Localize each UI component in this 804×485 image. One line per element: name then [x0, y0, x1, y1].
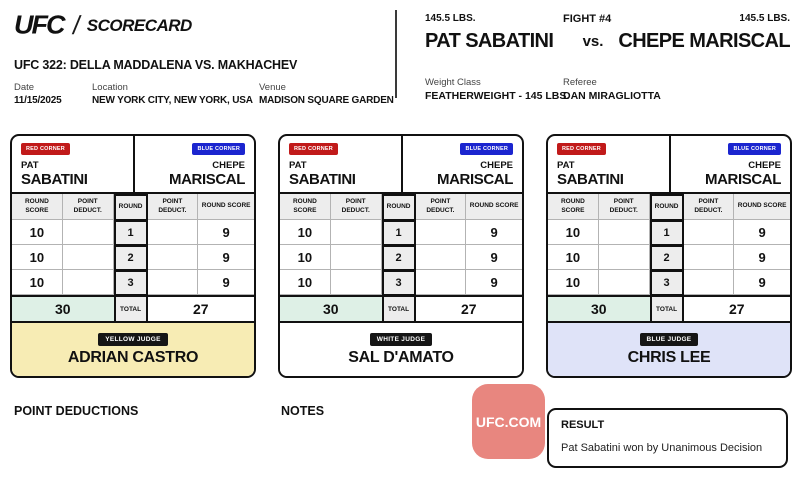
col-header-round-score-blue: ROUND SCORE [466, 194, 522, 220]
round2-blue-score: 9 [734, 245, 790, 270]
blue-fighter-name: CHEPE MARISCAL [618, 30, 790, 52]
judge-card-adrian-castro [10, 134, 256, 378]
red-fighter-first-name: PAT [557, 160, 575, 171]
round2-blue-deduct [684, 245, 735, 270]
round2-blue-deduct [416, 245, 467, 270]
names-divider [669, 136, 671, 192]
round1-blue-deduct [684, 220, 735, 245]
round2-red-deduct [331, 245, 382, 270]
round2-blue-score: 9 [198, 245, 254, 270]
judge-name: CHRIS LEE [627, 348, 711, 366]
judge-footer [12, 321, 254, 376]
fighter-names-section [12, 136, 254, 194]
col-header-point-deduct-blue: POINT DEDUCT. [148, 194, 199, 220]
location-value: NEW YORK CITY, NEW YORK, USA [92, 95, 253, 106]
round3-red-score: 10 [12, 270, 63, 295]
round1-number: 1 [650, 220, 684, 245]
blue-fighter-first-name: CHEPE [480, 160, 513, 171]
blue-total-score: 27 [416, 295, 522, 321]
blue-corner-badge: BLUE CORNER [728, 143, 781, 155]
round1-blue-score: 9 [734, 220, 790, 245]
round1-red-deduct [331, 220, 382, 245]
round3-blue-score: 9 [198, 270, 254, 295]
scorecard-wordmark: SCORECARD [86, 15, 192, 35]
round2-red-deduct [599, 245, 650, 270]
red-total-score: 30 [548, 295, 650, 321]
event-venue [259, 82, 394, 106]
score-table [548, 194, 790, 321]
col-header-point-deduct-blue: POINT DEDUCT. [416, 194, 467, 220]
ufc-com-stamp: UFC.COM [472, 384, 545, 459]
round2-red-deduct [63, 245, 114, 270]
round2-red-score: 10 [548, 245, 599, 270]
round3-blue-score: 9 [734, 270, 790, 295]
names-divider [133, 136, 135, 192]
round3-blue-deduct [416, 270, 467, 295]
judge-type-badge: BLUE JUDGE [640, 333, 699, 346]
round3-red-deduct [599, 270, 650, 295]
blue-total-score: 27 [148, 295, 254, 321]
red-corner-badge: RED CORNER [557, 143, 606, 155]
round1-red-deduct [599, 220, 650, 245]
col-header-point-deduct-red: POINT DEDUCT. [599, 194, 650, 220]
round1-number: 1 [114, 220, 148, 245]
round2-number: 2 [650, 245, 684, 270]
blue-fighter-last-name: MARISCAL [437, 171, 513, 188]
blue-fighter-weight: 145.5 LBS. [739, 13, 790, 24]
red-corner-badge: RED CORNER [21, 143, 70, 155]
round1-red-deduct [63, 220, 114, 245]
round2-blue-score: 9 [466, 245, 522, 270]
round3-red-score: 10 [280, 270, 331, 295]
header-vertical-divider [395, 10, 397, 98]
judge-footer [280, 321, 522, 376]
judge-card-sal-damato [278, 134, 524, 378]
event-title: UFC 322: DELLA MADDALENA VS. MAKHACHEV [14, 58, 298, 72]
round3-blue-deduct [148, 270, 199, 295]
blue-total-score: 27 [684, 295, 790, 321]
round1-red-score: 10 [548, 220, 599, 245]
score-table [12, 194, 254, 321]
col-header-round-score-red: ROUND SCORE [548, 194, 599, 220]
weight-class-label: Weight Class [425, 77, 481, 88]
blue-corner-badge: BLUE CORNER [460, 143, 513, 155]
names-divider [401, 136, 403, 192]
result-label: RESULT [561, 419, 605, 431]
total-label: TOTAL [114, 295, 148, 321]
round2-number: 2 [114, 245, 148, 270]
fighter-names-section [548, 136, 790, 194]
round1-red-score: 10 [280, 220, 331, 245]
logo-slash-divider: / [70, 10, 82, 40]
round1-blue-score: 9 [466, 220, 522, 245]
judge-name: SAL D'AMATO [348, 348, 454, 366]
red-fighter-weight: 145.5 LBS. [425, 13, 476, 24]
col-header-round: ROUND [382, 194, 416, 220]
red-corner-badge: RED CORNER [289, 143, 338, 155]
total-label: TOTAL [650, 295, 684, 321]
blue-fighter-last-name: MARISCAL [705, 171, 781, 188]
judge-type-badge: YELLOW JUDGE [98, 333, 168, 346]
round2-red-score: 10 [280, 245, 331, 270]
round3-number: 3 [382, 270, 416, 295]
col-header-point-deduct-red: POINT DEDUCT. [331, 194, 382, 220]
red-fighter-first-name: PAT [289, 160, 307, 171]
round1-blue-deduct [148, 220, 199, 245]
vs-label: vs. [582, 33, 604, 50]
judge-name: ADRIAN CASTRO [67, 348, 199, 366]
round3-red-score: 10 [548, 270, 599, 295]
col-header-round: ROUND [650, 194, 684, 220]
event-date [14, 82, 62, 106]
round3-blue-deduct [684, 270, 735, 295]
fighter-names-section [280, 136, 522, 194]
round3-number: 3 [114, 270, 148, 295]
event-location [92, 82, 253, 106]
red-total-score: 30 [12, 295, 114, 321]
col-header-round-score-blue: ROUND SCORE [734, 194, 790, 220]
blue-fighter-first-name: CHEPE [748, 160, 781, 171]
red-fighter-last-name: SABATINI [289, 171, 356, 188]
red-fighter-first-name: PAT [21, 160, 39, 171]
round1-number: 1 [382, 220, 416, 245]
round2-number: 2 [382, 245, 416, 270]
referee-label: Referee [563, 77, 597, 88]
round1-red-score: 10 [12, 220, 63, 245]
date-label: Date [14, 82, 35, 93]
round3-red-deduct [331, 270, 382, 295]
col-header-round: ROUND [114, 194, 148, 220]
round2-red-score: 10 [12, 245, 63, 270]
blue-fighter-first-name: CHEPE [212, 160, 245, 171]
result-box [547, 408, 788, 468]
col-header-point-deduct-blue: POINT DEDUCT. [684, 194, 735, 220]
red-fighter-last-name: SABATINI [21, 171, 88, 188]
date-value: 11/15/2025 [14, 95, 62, 106]
judge-card-chris-lee [546, 134, 792, 378]
judge-cards-row [10, 134, 792, 378]
col-header-round-score-red: ROUND SCORE [280, 194, 331, 220]
fight-number: FIGHT #4 [563, 13, 612, 25]
judge-type-badge: WHITE JUDGE [370, 333, 432, 346]
ufc-logo: UFC [14, 10, 64, 40]
judge-footer [548, 321, 790, 376]
col-header-round-score-red: ROUND SCORE [12, 194, 63, 220]
ufc-scorecard-logo [14, 10, 192, 41]
red-fighter-name: PAT SABATINI [425, 30, 554, 52]
round3-red-deduct [63, 270, 114, 295]
col-header-round-score-blue: ROUND SCORE [198, 194, 254, 220]
weight-class-value: FEATHERWEIGHT - 145 LBS. [425, 90, 570, 102]
round2-blue-deduct [148, 245, 199, 270]
round1-blue-score: 9 [198, 220, 254, 245]
result-text: Pat Sabatini won by Unanimous Decision [561, 442, 763, 454]
blue-fighter-last-name: MARISCAL [169, 171, 245, 188]
red-total-score: 30 [280, 295, 382, 321]
col-header-point-deduct-red: POINT DEDUCT. [63, 194, 114, 220]
round1-blue-deduct [416, 220, 467, 245]
round3-number: 3 [650, 270, 684, 295]
referee-value: DAN MIRAGLIOTTA [563, 90, 661, 102]
red-fighter-last-name: SABATINI [557, 171, 624, 188]
total-label: TOTAL [382, 295, 416, 321]
venue-label: Venue [259, 82, 286, 93]
location-label: Location [92, 82, 128, 93]
blue-corner-badge: BLUE CORNER [192, 143, 245, 155]
venue-value: MADISON SQUARE GARDEN [259, 95, 394, 106]
score-table [280, 194, 522, 321]
notes-heading: NOTES [281, 404, 325, 418]
round3-blue-score: 9 [466, 270, 522, 295]
point-deductions-heading: POINT DEDUCTIONS [14, 404, 139, 418]
